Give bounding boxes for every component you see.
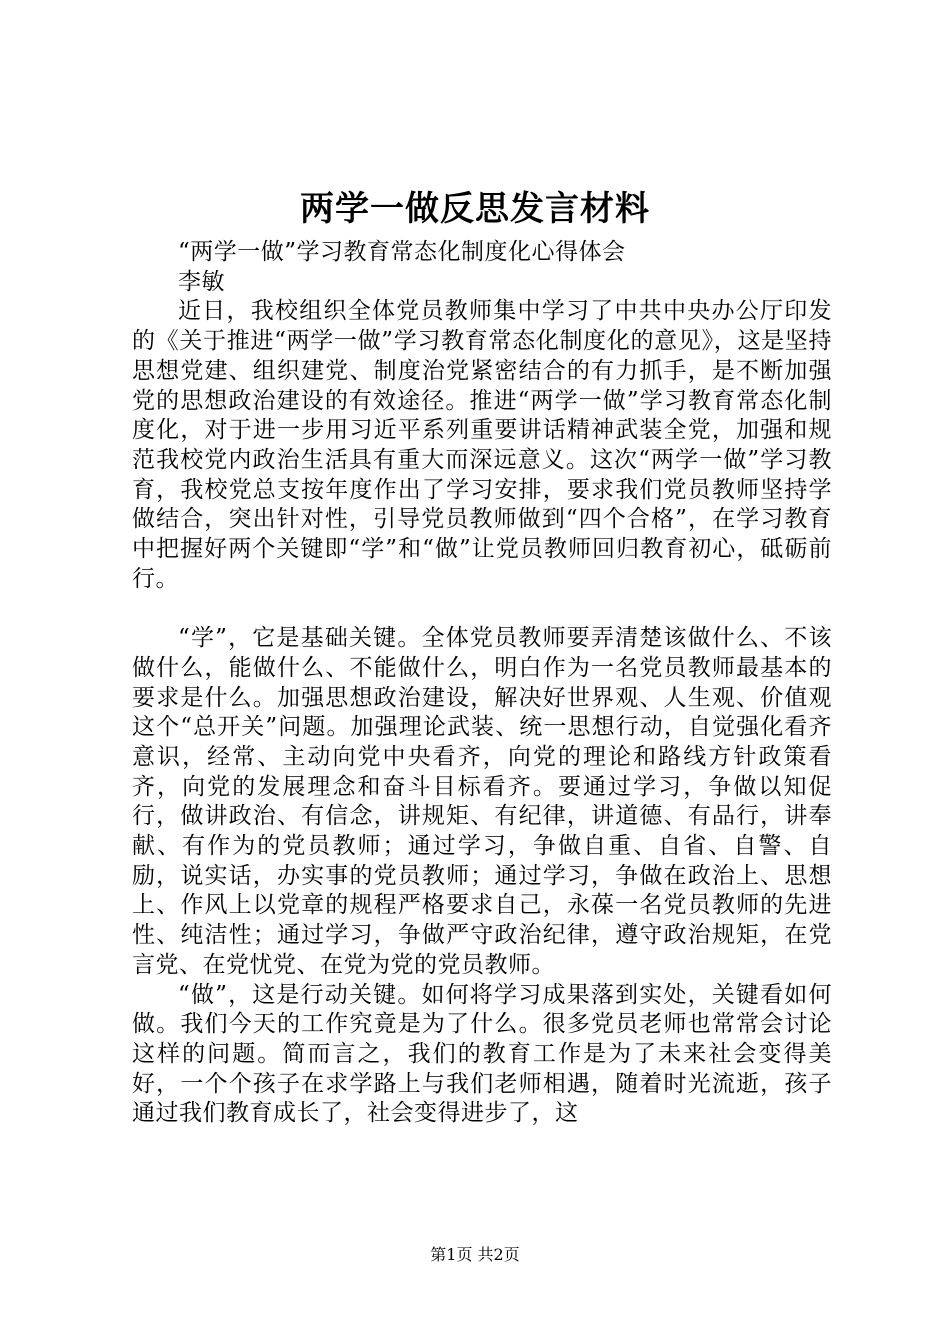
- body-paragraph: “学”，它是基础关键。全体党员教师要弄清楚该做什么、不该做什么，能做什么、不能做什么，明白作为一名党员教师最基本的要求是什么。加强思想政治建设，解决好世界观、人生观、价值观这个“总开关”问题。加强理论武装、统一思想行动，自觉强化看齐意识，经常、主动向党中央看齐，向党的理论和路线方针政策看齐，向党的发展理念和奋斗目标看齐。要通过学习，争做以知促行，做讲政治、有信念，讲规矩、有纪律，讲道德、有品行，讲奉献、有作为的党员教师；通过学习，争做自重、自省、自警、自励，说实话，办实事的党员教师；通过学习，争做在政治上、思想上、作风上以党章的规程严格要求自己，永葆一名党员教师的先进性、纯洁性；通过学习，争做严守政治纪律，遵守政治规矩，在党言党、在党忧党、在党为党的党员教师。: [132, 625, 832, 978]
- paragraph-spacer: [132, 594, 832, 624]
- document-body: [132, 238, 832, 1129]
- document-author: 李敏: [178, 268, 225, 295]
- document-subtitle: “两学一做”学习教育常态化制度化心得体会: [178, 239, 626, 265]
- body-paragraph: 近日，我校组织全体党员教师集中学习了中共中央办公厅印发的《关于推进“两学一做”学习教育常态化制度化的意见》，这是坚持思想党建、组织建党、制度治党紧密结合的有力抓手，是不断加强党的思想政治建设的有效途径。推进“两学一做”学习教育常态化制度化，对于进一步用习近平系列重要讲话精神武装全党，加强和规范我校党内政治生活具有重大而深远意义。这次“两学一做”学习教育，我校党总支按年度作出了学习安排，要求我们党员教师坚持学做结合，突出针对性，引导党员教师做到“四个合格”，在学习教育中把握好两个关键即“学”和“做”让党员教师回归教育初心，砥砺前行。: [132, 298, 832, 592]
- body-paragraph: “做”，这是行动关键。如何将学习成果落到实处，关键看如何做。我们今天的工作究竟是为了什么。很多党员老师也常常会讨论这样的问题。简而言之，我们的教育工作是为了未来社会变得美好，一个个孩子在求学路上与我们老师相遇，随着时光流逝，孩子通过我们教育成长了，社会变得进步了，这: [132, 981, 832, 1127]
- page-footer: 第1页 共2页: [430, 1245, 520, 1264]
- document-title: 两学一做反思发言材料: [300, 189, 650, 229]
